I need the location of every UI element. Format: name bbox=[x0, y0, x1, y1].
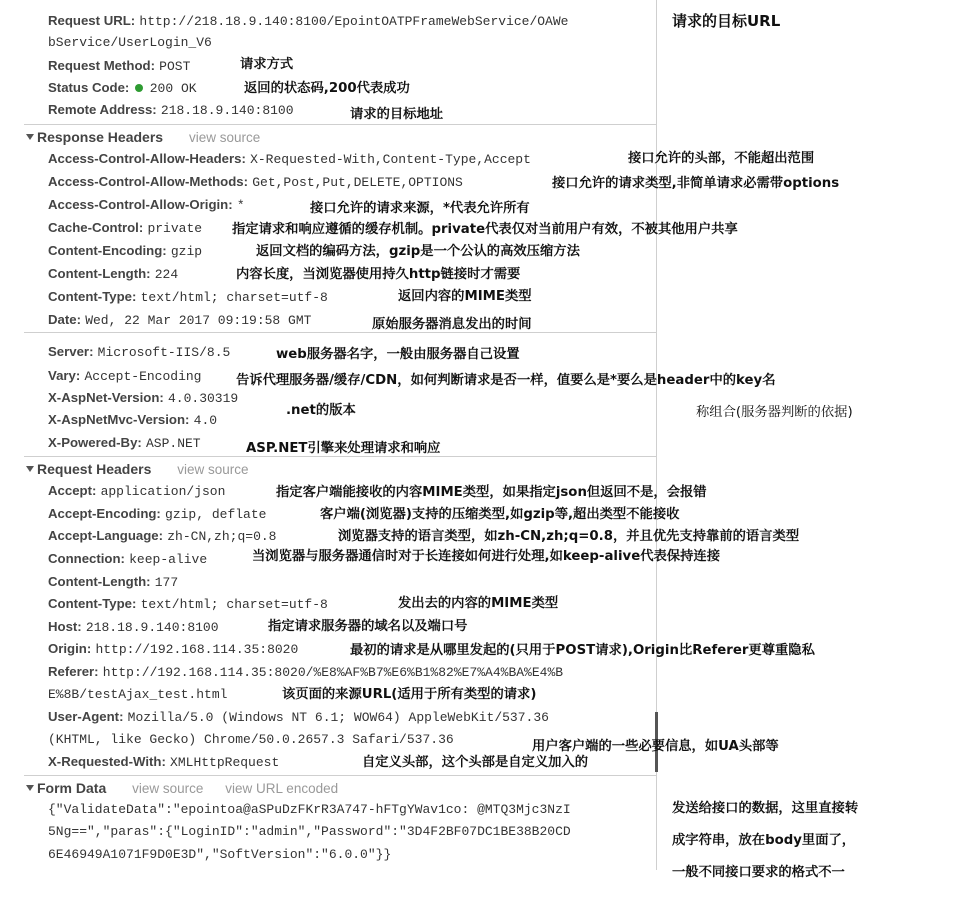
header-row bbox=[48, 389, 238, 408]
annotation: 请求的目标地址 bbox=[350, 107, 444, 122]
header-value: ASP.NET bbox=[146, 436, 201, 451]
annotation: 指定请求服务器的域名以及端口号 bbox=[268, 619, 468, 634]
annotation: ASP.NET引擎来处理请求和响应 bbox=[246, 441, 441, 456]
header-value: Get,Post,Put,DELETE,OPTIONS bbox=[252, 175, 463, 190]
request-headers-toggle[interactable] bbox=[26, 460, 249, 479]
form-data-text: {"ValidateData":"epointoa@aSPuDzFKrR3A747-hFTgYWav1co: @MTQ3Mjc3NzI bbox=[48, 802, 571, 817]
header-value: * bbox=[236, 198, 245, 213]
divider bbox=[24, 332, 656, 333]
header-key: Connection: bbox=[48, 551, 125, 566]
header-value: X-Requested-With,Content-Type,Accept bbox=[250, 152, 531, 167]
annotation: 称组合(服务器判断的依据) bbox=[696, 405, 853, 420]
request-method-key: Request Method: bbox=[48, 58, 155, 73]
response-view-source-link[interactable]: view source bbox=[188, 130, 261, 145]
header-row bbox=[48, 573, 178, 592]
annotation: 内容长度，当浏览器使用持久http链接时才需要 bbox=[236, 267, 521, 282]
header-key: Accept: bbox=[48, 483, 97, 498]
header-row bbox=[48, 434, 201, 453]
annotation: 发出去的内容的MIME类型 bbox=[398, 596, 559, 611]
header-key: Referer: bbox=[48, 664, 99, 679]
header-row bbox=[48, 527, 276, 546]
header-key: Accept-Encoding: bbox=[48, 506, 161, 521]
header-value: Accept-Encoding bbox=[84, 369, 202, 384]
response-headers-toggle[interactable] bbox=[26, 128, 260, 147]
header-value: (KHTML, like Gecko) Chrome/50.0.2657.3 Safari/537.36 bbox=[48, 732, 454, 747]
form-data-line bbox=[48, 846, 391, 864]
request-url-key: Request URL: bbox=[48, 13, 136, 28]
header-key: Host: bbox=[48, 619, 82, 634]
request-url-value[interactable]: http://218.18.9.140:8100/EpointOATPFrameWebService/OAWe bbox=[139, 14, 569, 29]
header-key: X-AspNet-Version: bbox=[48, 390, 164, 405]
header-row bbox=[48, 196, 245, 215]
remote-address-key: Remote Address: bbox=[48, 102, 157, 117]
request-headers-title: Request Headers bbox=[37, 461, 152, 477]
status-code-row bbox=[48, 79, 197, 98]
divider bbox=[24, 775, 656, 776]
header-key: Access-Control-Allow-Origin: bbox=[48, 197, 233, 212]
annotation: 告诉代理服务器/缓存/CDN，如何判断请求是否一样，值要么是*要么是header中的key名 bbox=[236, 373, 776, 388]
annotation: 接口允许的请求来源，*代表允许所有 bbox=[310, 201, 530, 216]
response-headers-title: Response Headers bbox=[37, 129, 164, 145]
header-row bbox=[48, 150, 531, 169]
header-key: Content-Type: bbox=[48, 289, 137, 304]
header-key: Content-Type: bbox=[48, 596, 137, 611]
annotation: 最初的请求是从哪里发起的(只用于POST请求),Origin比Referer更尊重隐私 bbox=[350, 643, 815, 658]
annotation: 原始服务器消息发出的时间 bbox=[372, 317, 532, 332]
header-row bbox=[48, 640, 298, 659]
header-key: Server: bbox=[48, 344, 94, 359]
header-key: Origin: bbox=[48, 641, 92, 656]
header-value: 224 bbox=[154, 267, 179, 282]
header-row bbox=[48, 663, 563, 682]
annotation: 指定请求和响应遵循的缓存机制。private代表仅对当前用户有效，不被其他用户共享 bbox=[232, 222, 738, 237]
annotation: 客户端(浏览器)支持的压缩类型,如gzip等,超出类型不能接收 bbox=[320, 507, 680, 522]
remote-address-value: 218.18.9.140:8100 bbox=[160, 103, 294, 118]
header-value: 177 bbox=[154, 575, 179, 590]
header-value: Wed, 22 Mar 2017 09:19:58 GMT bbox=[85, 313, 312, 328]
header-key: Access-Control-Allow-Headers: bbox=[48, 151, 246, 166]
form-data-text: 5Ng==","paras":{"LoginID":"admin","Password":"3D4F2BF07DC1BE38B20CD bbox=[48, 824, 571, 839]
request-method-value: POST bbox=[159, 59, 191, 74]
header-key: User-Agent: bbox=[48, 709, 124, 724]
annotation: 接口允许的请求类型,非简单请求必需带options bbox=[552, 176, 840, 191]
header-row bbox=[48, 753, 279, 772]
header-key: Content-Length: bbox=[48, 266, 151, 281]
header-row bbox=[48, 367, 202, 386]
header-row bbox=[48, 595, 328, 614]
status-code-key: Status Code: bbox=[48, 80, 130, 95]
header-row bbox=[48, 219, 202, 238]
status-code-value: 200 OK bbox=[149, 81, 197, 96]
form-data-title: Form Data bbox=[37, 780, 107, 796]
annotation: 返回内容的MIME类型 bbox=[398, 289, 532, 304]
header-row bbox=[48, 288, 328, 307]
header-key: Content-Length: bbox=[48, 574, 151, 589]
form-data-toggle[interactable] bbox=[26, 779, 338, 798]
header-row bbox=[48, 265, 178, 284]
annotation: 成字符串，放在body里面了， bbox=[672, 833, 856, 848]
annotation: 当浏览器与服务器通信时对于长连接如何进行处理,如keep-alive代表保持连接 bbox=[252, 549, 720, 564]
header-value: http://192.168.114.35:8020/%E8%AF%B7%E6%B1%82%E7%A4%BA%E4%B bbox=[102, 665, 564, 680]
annotation: 请求的目标URL bbox=[672, 12, 781, 30]
annotation: 浏览器支持的语言类型，如zh-CN,zh;q=0.8，并且优先支持靠前的语言类型 bbox=[338, 529, 800, 544]
header-row-cont bbox=[48, 686, 227, 704]
triangle-down-icon bbox=[26, 466, 34, 472]
header-value: zh-CN,zh;q=0.8 bbox=[167, 529, 277, 544]
annotation: 返回文档的编码方法，gzip是一个公认的高效压缩方法 bbox=[256, 244, 580, 259]
request-url-row bbox=[48, 12, 568, 31]
header-value: gzip, deflate bbox=[165, 507, 267, 522]
header-value: gzip bbox=[170, 244, 203, 259]
header-row bbox=[48, 482, 225, 501]
annotation: 一般不同接口要求的格式不一 bbox=[672, 865, 845, 880]
triangle-down-icon bbox=[26, 134, 34, 140]
header-value: text/html; charset=utf-8 bbox=[140, 290, 328, 305]
divider bbox=[24, 124, 656, 125]
form-data-line bbox=[48, 801, 571, 819]
annotation: .net的版本 bbox=[286, 403, 356, 418]
header-row bbox=[48, 618, 219, 637]
status-ok-icon bbox=[135, 84, 143, 92]
request-url-row-cont bbox=[48, 34, 212, 52]
annotation: 接口允许的头部，不能超出范围 bbox=[628, 151, 815, 166]
header-row bbox=[48, 550, 207, 569]
header-key: Content-Encoding: bbox=[48, 243, 167, 258]
header-value: private bbox=[147, 221, 203, 236]
header-row bbox=[48, 173, 463, 192]
form-view-source-link[interactable]: view source bbox=[132, 781, 204, 796]
header-value: 4.0 bbox=[193, 413, 218, 428]
form-data-text: 6E46949A1071F9D0E3D","SoftVersion":"6.0.0"}} bbox=[48, 847, 392, 862]
header-key: Access-Control-Allow-Methods: bbox=[48, 174, 249, 189]
header-value: keep-alive bbox=[129, 552, 208, 567]
header-row bbox=[48, 505, 266, 524]
form-data-line bbox=[48, 823, 571, 841]
header-key: Date: bbox=[48, 312, 81, 327]
header-value: application/json bbox=[100, 484, 226, 499]
header-value: 218.18.9.140:8100 bbox=[85, 620, 219, 635]
request-view-source-link[interactable]: view source bbox=[177, 462, 249, 477]
remote-address-row bbox=[48, 101, 294, 120]
header-value: 4.0.30319 bbox=[167, 391, 239, 406]
annotation: 发送给接口的数据，这里直接转 bbox=[672, 801, 859, 816]
view-url-encoded-link[interactable]: view URL encoded bbox=[225, 781, 339, 796]
header-key: X-Powered-By: bbox=[48, 435, 142, 450]
header-value: E%8B/testAjax_test.html bbox=[48, 687, 228, 702]
header-row-cont bbox=[48, 731, 454, 749]
header-value: text/html; charset=utf-8 bbox=[140, 597, 328, 612]
request-url-value-cont[interactable]: bService/UserLogin_V6 bbox=[48, 35, 212, 50]
annotation: 指定客户端能接收的内容MIME类型，如果指定json但返回不是，会报错 bbox=[276, 485, 707, 500]
annotation: 用户客户端的一些必要信息，如UA头部等 bbox=[532, 739, 779, 754]
header-value: XMLHttpRequest bbox=[170, 755, 280, 770]
header-row bbox=[48, 242, 202, 261]
header-row bbox=[48, 343, 230, 362]
header-value: Microsoft-IIS/8.5 bbox=[97, 345, 231, 360]
annotation: 返回的状态码,200代表成功 bbox=[244, 81, 410, 96]
annotation: web服务器名字，一般由服务器自己设置 bbox=[276, 347, 520, 362]
header-key: Cache-Control: bbox=[48, 220, 144, 235]
header-key: Vary: bbox=[48, 368, 81, 383]
header-key: X-Requested-With: bbox=[48, 754, 166, 769]
header-key: X-AspNetMvc-Version: bbox=[48, 412, 190, 427]
annotation: 自定义头部，这个头部是自定义加入的 bbox=[362, 755, 589, 770]
annotation: 请求方式 bbox=[240, 57, 294, 72]
annotation: 该页面的来源URL(适用于所有类型的请求) bbox=[282, 687, 537, 702]
header-row bbox=[48, 411, 217, 430]
header-row bbox=[48, 311, 311, 330]
triangle-down-icon bbox=[26, 785, 34, 791]
header-row bbox=[48, 708, 549, 727]
header-value: Mozilla/5.0 (Windows NT 6.1; WOW64) AppleWebKit/537.36 bbox=[127, 710, 549, 725]
header-value: http://192.168.114.35:8020 bbox=[95, 642, 299, 657]
request-method-row bbox=[48, 57, 190, 76]
header-key: Accept-Language: bbox=[48, 528, 164, 543]
